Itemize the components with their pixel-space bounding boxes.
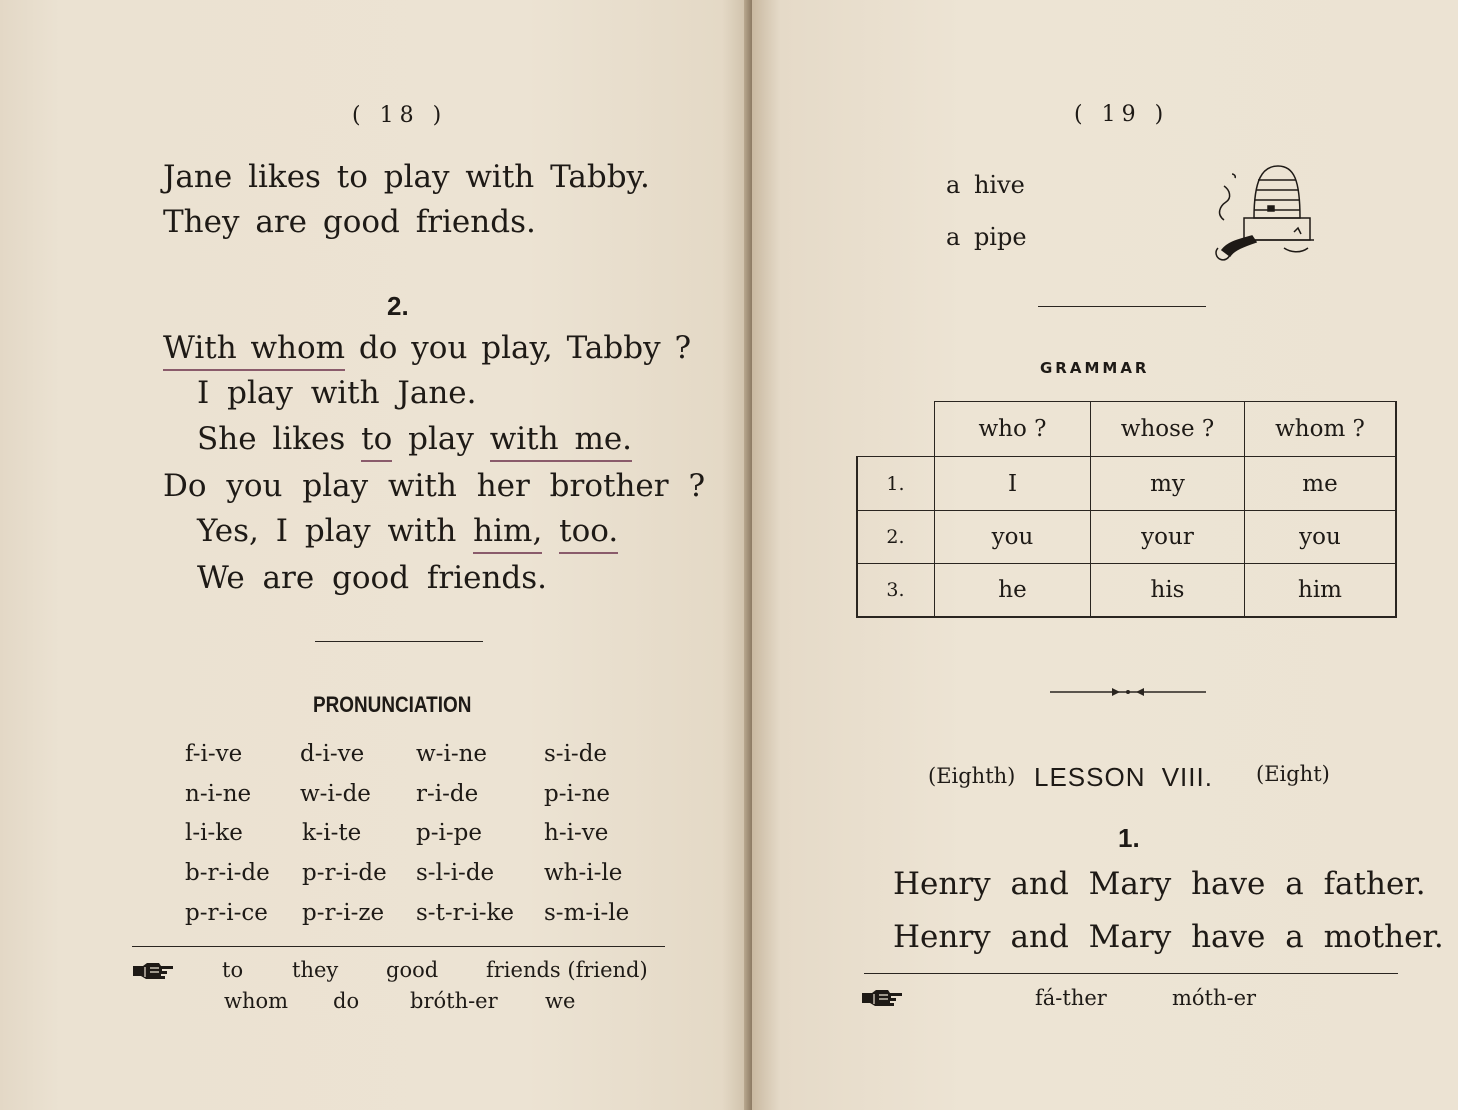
pron-word: k-i-te bbox=[302, 820, 362, 846]
underlined-phrase: With whom bbox=[163, 330, 345, 371]
table-border bbox=[1395, 401, 1397, 617]
pron-word: d-i-ve bbox=[300, 741, 365, 767]
dialogue-line: Do you play with her brother ? bbox=[163, 468, 706, 504]
picture-word: a pipe bbox=[946, 223, 1027, 251]
table-cell: my bbox=[1150, 470, 1185, 497]
table-cell: me bbox=[1302, 470, 1338, 497]
lesson-line: Henry and Mary have a father. bbox=[893, 866, 1426, 902]
table-header: whom ? bbox=[1275, 416, 1365, 442]
page-number: ( 19 ) bbox=[1074, 102, 1170, 127]
lesson-note-left: (Eighth) bbox=[928, 764, 1016, 788]
divider bbox=[1038, 306, 1206, 307]
pron-word: p-r-i-ce bbox=[185, 900, 268, 926]
table-cell: you bbox=[1299, 524, 1341, 550]
pointing-hand-icon bbox=[860, 987, 904, 1013]
lesson-note-right: (Eight) bbox=[1256, 762, 1330, 786]
grammar-title: GRAMMAR bbox=[1040, 359, 1150, 377]
vocab-word: to bbox=[222, 958, 244, 982]
underlined-phrase: with me. bbox=[490, 421, 632, 462]
vocab-word: good bbox=[386, 958, 439, 982]
pron-word: l-i-ke bbox=[185, 820, 243, 846]
lesson-line: Henry and Mary have a mother. bbox=[893, 919, 1444, 955]
pointing-hand-icon bbox=[131, 960, 175, 986]
table-cell: him bbox=[1298, 577, 1342, 603]
pron-word: p-r-i-de bbox=[302, 860, 387, 886]
pron-word: b-r-i-de bbox=[185, 860, 270, 886]
vocab-word: whom bbox=[224, 989, 289, 1013]
pron-word: w-i-de bbox=[300, 781, 371, 807]
page-number: ( 18 ) bbox=[352, 103, 448, 128]
section-number: 2. bbox=[387, 291, 409, 321]
pron-word: s-t-r-i-ke bbox=[416, 900, 515, 926]
pron-word: f-i-ve bbox=[185, 741, 243, 767]
table-cell: he bbox=[998, 577, 1027, 603]
vocab-word: fá-ther bbox=[1035, 986, 1107, 1010]
pron-word: p-r-i-ze bbox=[302, 900, 385, 926]
table-border bbox=[856, 616, 1397, 618]
underlined-phrase: to bbox=[361, 421, 392, 462]
dialogue-line bbox=[197, 421, 633, 457]
vocab-word: friends (friend) bbox=[486, 958, 648, 982]
pron-word: wh-i-le bbox=[544, 860, 623, 886]
row-number: 3. bbox=[886, 579, 905, 601]
picture-word: a hive bbox=[946, 171, 1025, 199]
vocab-word: bróth-er bbox=[410, 989, 498, 1013]
dialogue-text: do you play, Tabby ? bbox=[345, 330, 692, 366]
footer-rule bbox=[132, 946, 665, 947]
vocab-word: do bbox=[333, 989, 360, 1013]
table-cell: I bbox=[1007, 470, 1018, 497]
row-number: 1. bbox=[886, 472, 905, 495]
dialogue-line: I play with Jane. bbox=[197, 375, 477, 411]
row-number: 2. bbox=[886, 526, 905, 548]
ornament-divider bbox=[1050, 684, 1206, 703]
pron-word: n-i-ne bbox=[185, 781, 252, 807]
lesson-title: LESSON VIII. bbox=[1034, 762, 1213, 792]
dialogue-line bbox=[197, 513, 619, 549]
vocab-word: móth-er bbox=[1172, 986, 1257, 1010]
pron-word: h-i-ve bbox=[544, 820, 609, 846]
dialogue-line bbox=[163, 330, 692, 366]
underlined-phrase: him, bbox=[473, 513, 542, 554]
table-cell: your bbox=[1141, 524, 1194, 550]
pron-word: p-i-ne bbox=[544, 781, 611, 807]
table-header: who ? bbox=[978, 416, 1047, 442]
pron-word: r-i-de bbox=[416, 781, 479, 807]
pron-word: s-i-de bbox=[544, 741, 608, 767]
pron-word: s-m-i-le bbox=[544, 900, 630, 926]
vocab-word: we bbox=[545, 989, 576, 1013]
intro-line: They are good friends. bbox=[163, 204, 536, 240]
right-page bbox=[752, 0, 1458, 1110]
vocab-word: they bbox=[292, 958, 339, 982]
dialogue-line: We are good friends. bbox=[197, 560, 548, 596]
footer-rule bbox=[864, 973, 1398, 974]
dialogue-text bbox=[542, 513, 559, 549]
section-number: 1. bbox=[1118, 823, 1140, 853]
pron-word: w-i-ne bbox=[416, 741, 488, 767]
dialogue-text: play bbox=[392, 421, 490, 457]
table-cell: you bbox=[991, 524, 1034, 550]
pronunciation-title: PRONUNCIATION bbox=[313, 692, 472, 717]
underlined-phrase: too. bbox=[559, 513, 618, 554]
table-cell: his bbox=[1150, 577, 1185, 603]
dialogue-text: Yes, I play with bbox=[197, 513, 474, 549]
divider bbox=[315, 641, 483, 642]
pron-word: p-i-pe bbox=[416, 820, 482, 846]
intro-line: Jane likes to play with Tabby. bbox=[163, 159, 650, 195]
table-header: whose ? bbox=[1120, 416, 1215, 442]
dialogue-text: She likes bbox=[197, 421, 362, 457]
beehive-and-pipe-icon bbox=[1204, 160, 1320, 270]
pron-word: s-l-i-de bbox=[416, 860, 495, 886]
